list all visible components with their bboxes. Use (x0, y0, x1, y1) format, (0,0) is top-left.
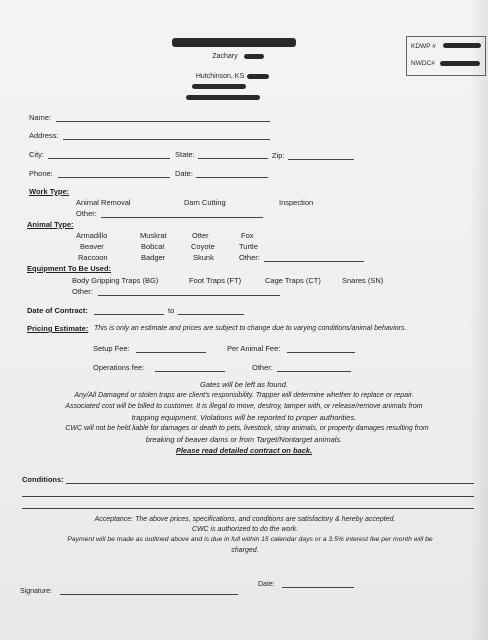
work-type-inspection[interactable]: Inspection (279, 198, 314, 207)
animal-otter[interactable]: Otter (192, 231, 209, 240)
terms-line-2: Any/All Damaged or stolen traps are client's responsibility. Trapper will determine whether to replace or repair. (74, 392, 414, 399)
operations-fee-label: Operations fee: (93, 363, 145, 372)
animal-skunk[interactable]: Skunk (193, 253, 214, 262)
company-name-redaction (172, 38, 296, 47)
work-type-heading: Work Type: (29, 187, 70, 196)
work-type-other-field[interactable] (101, 217, 263, 218)
setup-fee-field[interactable] (136, 352, 206, 353)
contract-start-field[interactable] (94, 314, 164, 315)
equipment-snares[interactable]: Snares (SN) (342, 276, 384, 285)
terms-read-contract-notice: Please read detailed contract on back. (175, 446, 313, 455)
address-field[interactable] (63, 139, 270, 140)
animal-fox[interactable]: Fox (241, 231, 254, 240)
date-of-contract-label: Date of Contract: (27, 306, 88, 315)
owner-name: Zachary (212, 53, 238, 60)
owner-surname-redaction (244, 54, 264, 59)
equipment-cage-traps[interactable]: Cage Traps (CT) (265, 276, 321, 285)
signature-date-field[interactable] (282, 587, 354, 588)
page-edge-shadow (470, 0, 488, 640)
city-field[interactable] (48, 158, 170, 159)
signature-label: Signature: (20, 588, 52, 595)
city-label: City: (29, 150, 44, 159)
animal-turtle[interactable]: Turtle (239, 242, 258, 251)
conditions-label: Conditions: (22, 475, 64, 484)
terms-line-1: Gates will be left as found. (200, 380, 288, 389)
animal-raccoon[interactable]: Raccoon (78, 253, 108, 262)
name-label: Name: (29, 113, 52, 122)
zip-redaction (247, 74, 269, 79)
zip-field[interactable] (288, 159, 354, 160)
work-type-dam-cutting[interactable]: Dam Cutting (184, 198, 226, 207)
terms-line-3: Associated cost will be billed to customer. It is illegal to move, destroy, tamper with, or release/remove animals from (65, 403, 423, 410)
acceptance-line-2: CWC is authorized to do the work. (191, 526, 299, 533)
date-field[interactable] (196, 177, 268, 178)
pricing-note: This is only an estimate and prices are subject to change due to varying conditions/animal behaviors. (94, 325, 407, 332)
equipment-other-label: Other: (72, 287, 93, 296)
conditions-line-1[interactable] (66, 483, 474, 484)
signature-field[interactable] (60, 594, 238, 595)
per-animal-fee-field[interactable] (287, 352, 355, 353)
address-label: Address: (29, 131, 59, 140)
state-field[interactable] (198, 158, 268, 159)
equipment-foot-traps[interactable]: Foot Traps (FT) (189, 276, 242, 285)
animal-type-heading: Animal Type: (27, 220, 74, 229)
conditions-line-2[interactable] (22, 496, 474, 497)
name-field[interactable] (56, 121, 270, 122)
kdwp-label: KDWP # (411, 43, 436, 50)
pricing-other-label: Other: (252, 363, 273, 372)
equipment-other-field[interactable] (98, 295, 280, 296)
date-label: Date: (175, 169, 193, 178)
terms-line-5: CWC will not be held liable for damages or death to pets, livestock, stray animals, or property damages resulting from (65, 425, 429, 432)
animal-badger[interactable]: Badger (141, 253, 166, 262)
zip-label: Zip: (272, 151, 285, 160)
phone-field[interactable] (58, 177, 170, 178)
per-animal-fee-label: Per Animal Fee: (227, 344, 281, 353)
phone-label: Phone: (29, 169, 53, 178)
work-type-other-label: Other: (76, 209, 97, 218)
animal-other-label: Other: (239, 253, 260, 262)
signature-date-label: Date: (258, 581, 275, 588)
terms-line-6: breaking of beaver dams or from Target/Nontarget animals. (145, 435, 343, 444)
contract-to-label: to (168, 306, 175, 315)
work-type-animal-removal[interactable]: Animal Removal (76, 198, 131, 207)
acceptance-line-3: Payment will be made as outlined above and is due in full within 15 calendar days or a 3.5% interest fee per month will be (67, 536, 433, 543)
owner-city: Hutchinson, KS (195, 73, 245, 80)
pricing-other-field[interactable] (277, 371, 351, 372)
operations-fee-field[interactable] (155, 371, 225, 372)
terms-line-4: trapping equipment. Violations will be reported to proper authorities. (131, 413, 357, 422)
conditions-line-3[interactable] (22, 508, 474, 509)
equipment-heading: Equipment To Be Used: (27, 264, 112, 273)
equipment-body-gripping-traps[interactable]: Body Gripping Traps (BG) (72, 276, 159, 285)
acceptance-line-4: charged. (231, 547, 259, 554)
animal-beaver[interactable]: Beaver (80, 242, 104, 251)
animal-coyote[interactable]: Coyote (191, 242, 215, 251)
setup-fee-label: Setup Fee: (93, 344, 130, 353)
acceptance-line-1: Acceptance: The above prices, specifications, and conditions are satisfactory & hereby accepted. (94, 516, 396, 523)
pricing-heading: Pricing Estimate: (27, 324, 89, 333)
phone-redaction (192, 84, 246, 89)
state-label: State: (175, 150, 195, 159)
animal-bobcat[interactable]: Bobcat (141, 242, 165, 251)
contract-end-field[interactable] (178, 314, 244, 315)
email-redaction (186, 95, 260, 100)
nwdc-label: NWDC# (411, 60, 435, 67)
animal-other-field[interactable] (264, 261, 364, 262)
animal-muskrat[interactable]: Muskrat (140, 231, 167, 240)
animal-armadillo[interactable]: Armadillo (76, 231, 108, 240)
